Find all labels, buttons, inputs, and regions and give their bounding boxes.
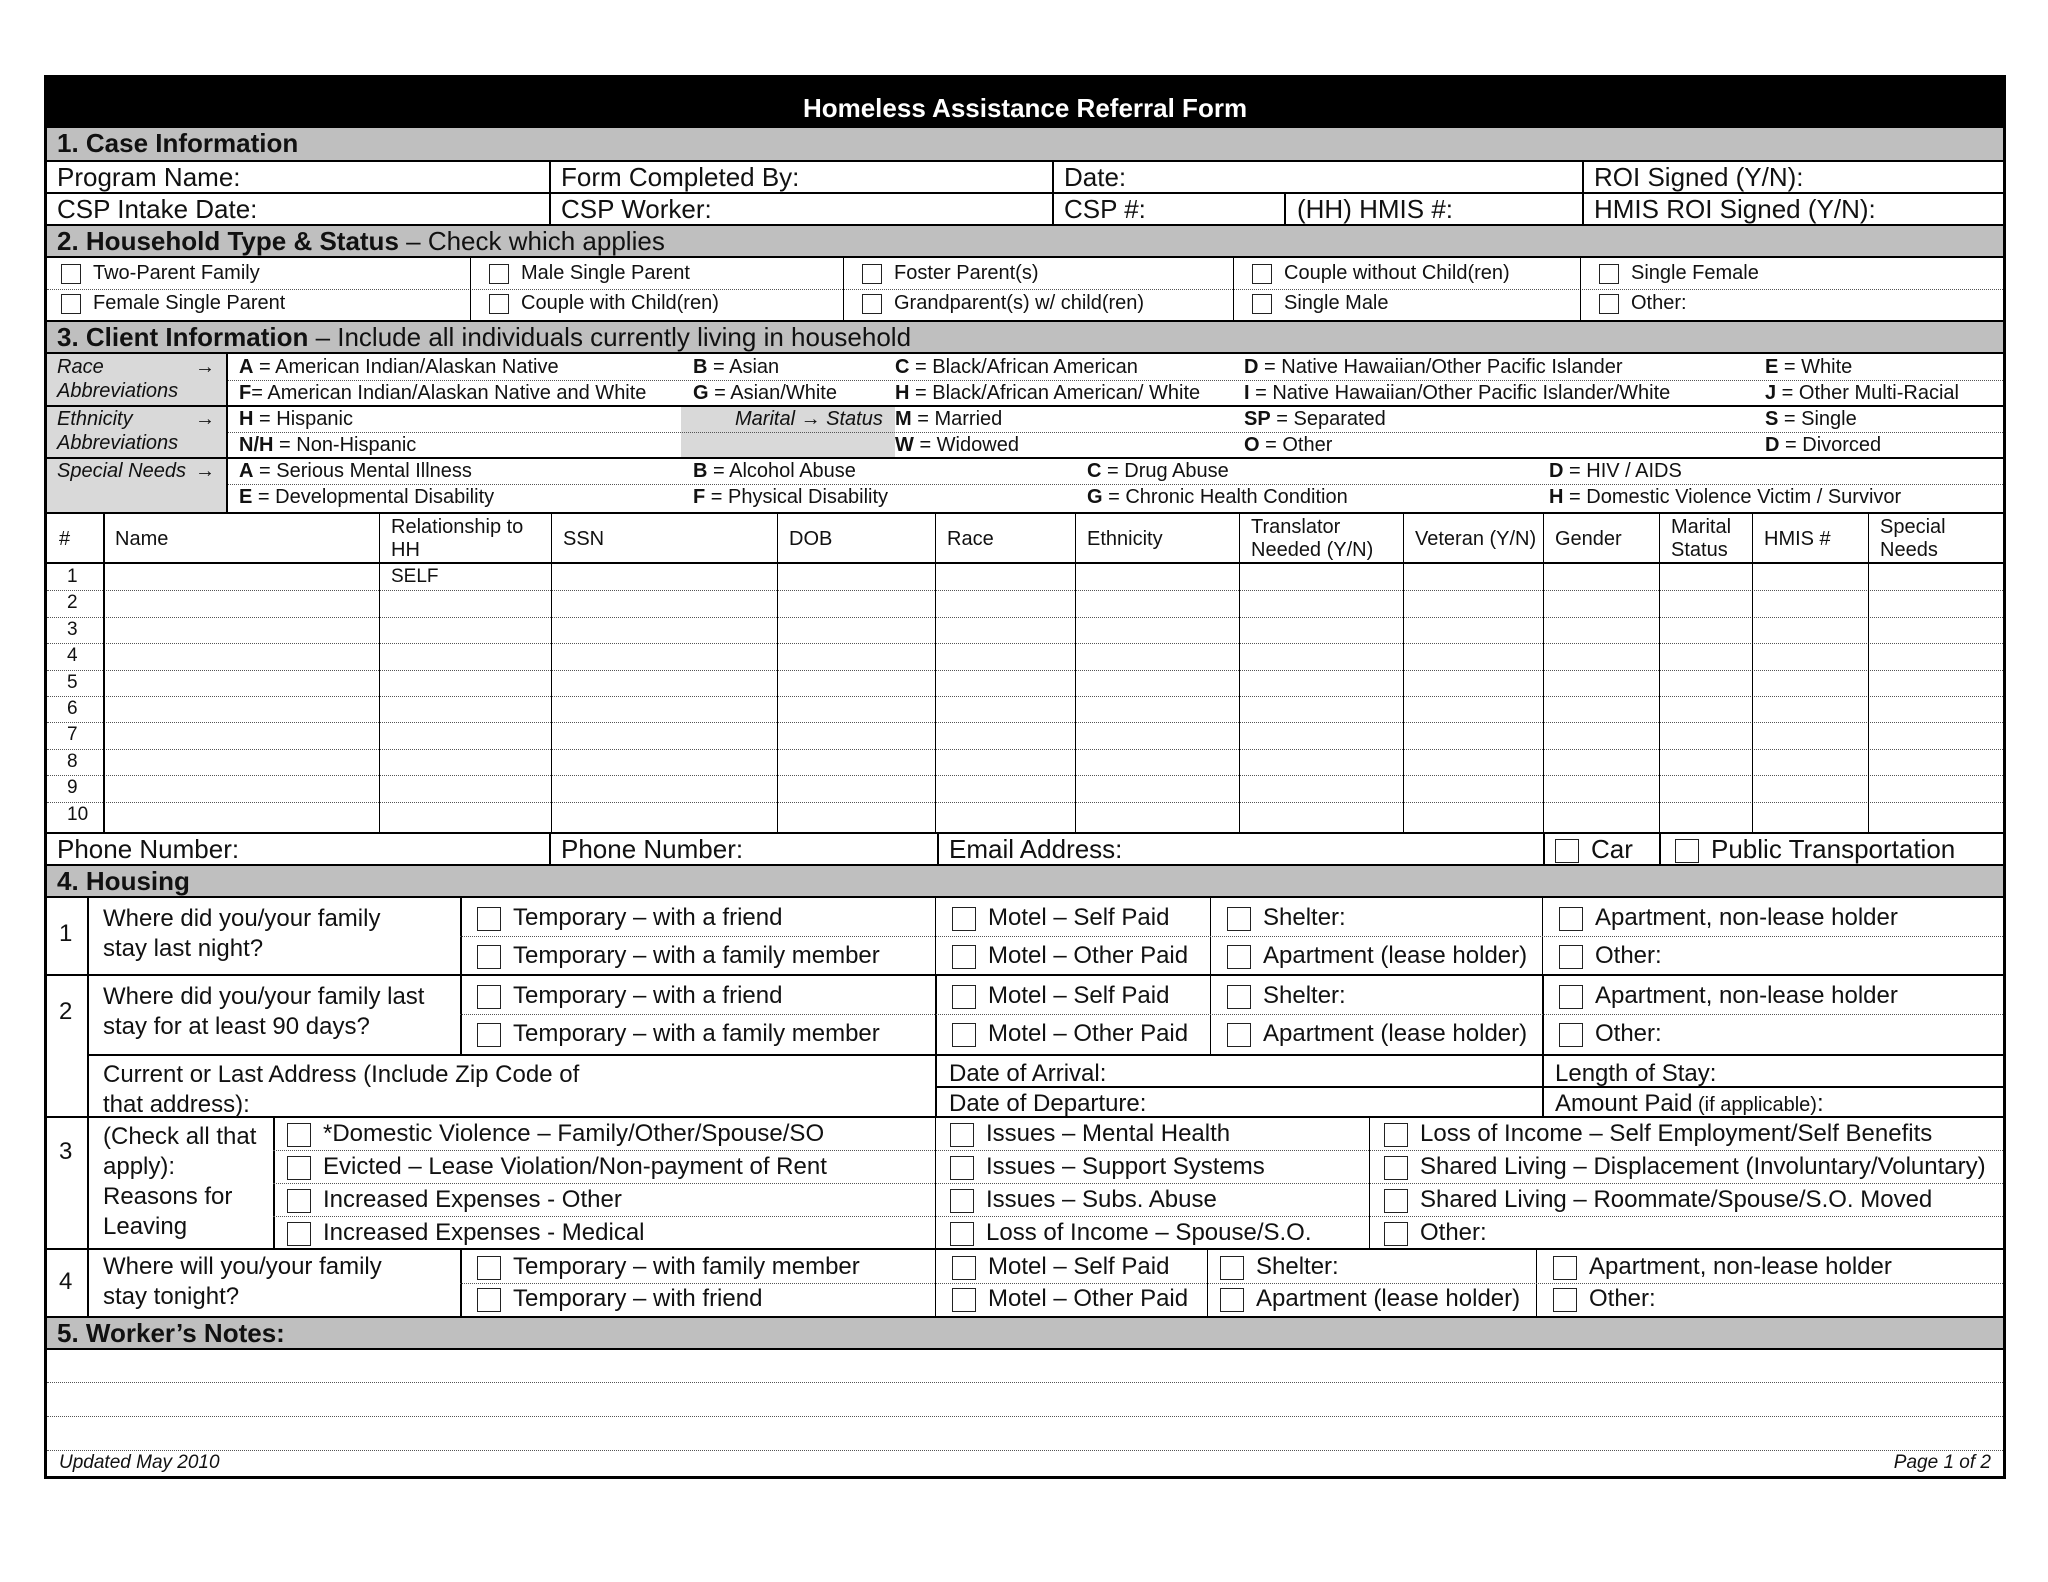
special-abbr-c: C = Drug Abuse bbox=[1087, 460, 1229, 482]
question-number: 2 bbox=[59, 998, 73, 1025]
checkbox[interactable] bbox=[952, 945, 976, 969]
table-row[interactable] bbox=[47, 775, 2003, 801]
divider bbox=[1659, 514, 1660, 834]
reason-option[interactable] bbox=[950, 1153, 1265, 1181]
column-header: Race bbox=[947, 527, 994, 550]
question-number: 1 bbox=[59, 920, 73, 947]
checkbox[interactable] bbox=[287, 1222, 311, 1246]
option-other[interactable]: Other: bbox=[1599, 292, 1687, 315]
checkbox[interactable] bbox=[477, 945, 501, 969]
page-number: Page 1 of 2 bbox=[1893, 1452, 1991, 1473]
marital-abbr-sp: SP = Separated bbox=[1244, 408, 1386, 430]
race-abbr-label: Race Abbreviations → bbox=[47, 354, 226, 406]
contact-row bbox=[47, 832, 2003, 864]
table-row[interactable] bbox=[47, 564, 2003, 590]
row-number: 2 bbox=[67, 592, 78, 614]
option-grandparents[interactable]: Grandparent(s) w/ child(ren) bbox=[862, 292, 1144, 315]
checkbox[interactable] bbox=[489, 294, 509, 314]
marital-abbr-label: Marital → Status bbox=[681, 406, 895, 458]
divider bbox=[935, 1086, 2003, 1088]
hh-hmis-field[interactable]: (HH) HMIS #: bbox=[1297, 194, 1453, 224]
date-of-arrival-field[interactable]: Date of Arrival: bbox=[949, 1060, 1107, 1087]
row-number: 4 bbox=[67, 645, 78, 667]
checkbox[interactable] bbox=[1384, 1123, 1408, 1147]
q1-apartment-lease[interactable]: Apartment (lease holder) bbox=[1227, 942, 1527, 970]
special-abbr-e: E = Developmental Disability bbox=[239, 486, 495, 508]
checkbox[interactable] bbox=[477, 907, 501, 931]
form-completed-by-field[interactable]: Form Completed By: bbox=[561, 162, 800, 192]
updated-date: Updated May 2010 bbox=[59, 1452, 220, 1473]
abbreviations-legend bbox=[47, 354, 2003, 512]
checkbox[interactable] bbox=[1675, 839, 1699, 863]
q4-other[interactable]: Other: bbox=[1553, 1285, 1656, 1313]
divider bbox=[226, 380, 2003, 381]
q1-temp-friend[interactable]: Temporary – with a friend bbox=[477, 904, 782, 932]
column-header: Name bbox=[115, 527, 169, 550]
divider bbox=[1052, 162, 1054, 224]
row-number: 10 bbox=[67, 803, 89, 825]
race-abbr-b: B = Asian bbox=[693, 356, 780, 378]
reason-label: Evicted – Lease Violation/Non-payment of Rent bbox=[323, 1153, 827, 1180]
reason-label: Issues – Support Systems bbox=[986, 1153, 1265, 1180]
checkbox[interactable] bbox=[489, 264, 509, 284]
checkbox[interactable] bbox=[287, 1123, 311, 1147]
marital-abbr-o: O = Other bbox=[1244, 434, 1333, 456]
checkbox[interactable] bbox=[952, 985, 976, 1009]
reason-label: Shared Living – Roommate/Spouse/S.O. Moved bbox=[1420, 1186, 1933, 1213]
marital-abbr-d: D = Divorced bbox=[1765, 434, 1882, 456]
checkbox[interactable] bbox=[1227, 945, 1251, 969]
q1-motel-self-paid[interactable]: Motel – Self Paid bbox=[952, 904, 1169, 932]
hmis-roi-signed-field[interactable]: HMIS ROI Signed (Y/N): bbox=[1594, 194, 1876, 224]
question-text: Where will you/your family stay tonight? bbox=[103, 1253, 382, 1310]
special-abbr-g: G = Chronic Health Condition bbox=[1087, 486, 1348, 508]
car-option[interactable]: Car bbox=[1555, 834, 1633, 864]
divider bbox=[87, 1118, 89, 1250]
divider bbox=[47, 617, 2003, 618]
checkbox[interactable] bbox=[1555, 839, 1579, 863]
option-couple-without-children[interactable]: Couple without Child(ren) bbox=[1252, 262, 1510, 285]
checkbox[interactable] bbox=[862, 264, 882, 284]
special-abbr-h: H = Domestic Violence Victim / Survivor bbox=[1549, 486, 1902, 508]
marital-abbr-m: M = Married bbox=[895, 408, 1003, 430]
checkbox[interactable] bbox=[862, 294, 882, 314]
reason-option[interactable] bbox=[1384, 1186, 1932, 1214]
column-header: SSN bbox=[563, 527, 605, 550]
divider bbox=[1239, 514, 1240, 834]
question-text: Where did you/your family stay last night? bbox=[103, 905, 381, 962]
q4-apartment-non-lease[interactable]: Apartment, non-lease holder bbox=[1553, 1253, 1892, 1281]
arrow-right-icon: → bbox=[195, 356, 215, 378]
q2-temp-family[interactable]: Temporary – with a family member bbox=[477, 1020, 880, 1048]
relationship-value: SELF bbox=[391, 566, 439, 587]
divider bbox=[460, 1283, 2003, 1284]
public-transportation-option[interactable]: Public Transportation bbox=[1675, 834, 1955, 864]
column-header: Special Needs bbox=[1880, 516, 1946, 561]
special-abbr-f: F = Physical Disability bbox=[693, 486, 889, 508]
reason-label: *Domestic Violence – Family/Other/Spouse/SO bbox=[323, 1120, 825, 1147]
divider bbox=[273, 1118, 275, 1250]
divider bbox=[935, 1118, 936, 1250]
race-abbr-d: D = Native Hawaiian/Other Pacific Islander bbox=[1244, 356, 1623, 378]
divider bbox=[1403, 514, 1404, 834]
email-address-field[interactable]: Email Address: bbox=[949, 834, 1123, 864]
divider bbox=[47, 749, 2003, 750]
race-abbr-j: J = Other Multi-Racial bbox=[1765, 382, 1959, 404]
option-single-female[interactable]: Single Female bbox=[1599, 262, 1759, 285]
housing-question-4 bbox=[47, 1250, 2003, 1316]
race-abbr-c: C = Black/African American bbox=[895, 356, 1138, 378]
column-header: Veteran (Y/N) bbox=[1415, 527, 1537, 550]
column-header: # bbox=[59, 527, 71, 550]
divider bbox=[935, 514, 936, 834]
column-header: Relationship to HH bbox=[391, 516, 524, 561]
table-row[interactable] bbox=[47, 696, 2003, 722]
checkbox[interactable] bbox=[1559, 907, 1583, 931]
reason-label: Issues – Mental Health bbox=[986, 1120, 1231, 1147]
reason-option[interactable] bbox=[287, 1186, 622, 1214]
checkbox[interactable] bbox=[61, 294, 81, 314]
q2-shelter[interactable]: Shelter: bbox=[1227, 982, 1346, 1010]
row-number: 5 bbox=[67, 671, 78, 693]
option-female-single-parent[interactable]: Female Single Parent bbox=[61, 292, 285, 315]
checkbox[interactable] bbox=[1553, 1288, 1577, 1312]
race-abbr-f: F= American Indian/Alaskan Native and White bbox=[239, 382, 647, 404]
race-abbr-h: H = Black/African American/ White bbox=[895, 382, 1201, 404]
checkbox[interactable] bbox=[952, 907, 976, 931]
divider bbox=[47, 775, 2003, 776]
q1-other[interactable]: Other: bbox=[1559, 942, 1662, 970]
row-number: 9 bbox=[67, 777, 78, 799]
checkbox[interactable] bbox=[1227, 1023, 1251, 1047]
row-number: 8 bbox=[67, 750, 78, 772]
reason-option[interactable] bbox=[1384, 1153, 1986, 1181]
arrow-right-icon: → bbox=[195, 460, 215, 482]
housing-question-3 bbox=[47, 1118, 2003, 1250]
row-number: 3 bbox=[67, 618, 78, 640]
date-of-departure-field[interactable]: Date of Departure: bbox=[949, 1090, 1147, 1117]
reason-label: Issues – Subs. Abuse bbox=[986, 1186, 1217, 1213]
divider bbox=[273, 1183, 2003, 1184]
checkbox[interactable] bbox=[1384, 1189, 1408, 1213]
checkbox[interactable] bbox=[1220, 1288, 1244, 1312]
arrow-right-icon: → bbox=[195, 408, 215, 430]
q2-temp-friend[interactable]: Temporary – with a friend bbox=[477, 982, 782, 1010]
divider bbox=[460, 936, 2003, 937]
race-abbr-i: I = Native Hawaiian/Other Pacific Islander/White bbox=[1244, 382, 1671, 404]
divider bbox=[273, 1150, 2003, 1151]
row-number: 7 bbox=[67, 724, 78, 746]
table-row[interactable] bbox=[47, 749, 2003, 775]
reason-option[interactable] bbox=[287, 1219, 645, 1247]
amount-paid-field[interactable]: Amount Paid (if applicable): bbox=[1555, 1090, 1824, 1117]
divider bbox=[103, 514, 105, 834]
notes-line bbox=[47, 1450, 2003, 1451]
program-name-field[interactable]: Program Name: bbox=[57, 162, 241, 192]
q2-apartment-lease[interactable]: Apartment (lease holder) bbox=[1227, 1020, 1527, 1048]
section5-header: 5. Worker’s Notes: bbox=[47, 1316, 2003, 1350]
q2-apartment-non-lease[interactable]: Apartment, non-lease holder bbox=[1559, 982, 1898, 1010]
reason-option[interactable] bbox=[287, 1153, 827, 1181]
column-header: DOB bbox=[789, 527, 833, 550]
column-header: Gender bbox=[1555, 527, 1622, 550]
row-number: 1 bbox=[67, 566, 78, 587]
divider bbox=[1582, 162, 1584, 224]
section3-header: 3. Client Information – Include all individuals currently living in household bbox=[47, 320, 2003, 354]
q1-shelter[interactable]: Shelter: bbox=[1227, 904, 1346, 932]
checkbox[interactable] bbox=[1384, 1156, 1408, 1180]
race-abbr-a: A = American Indian/Alaskan Native bbox=[239, 356, 559, 378]
divider bbox=[1210, 976, 1211, 1056]
checkbox[interactable] bbox=[1559, 1023, 1583, 1047]
household-members-table bbox=[47, 512, 2003, 832]
table-grid bbox=[47, 514, 2003, 832]
checkbox[interactable] bbox=[1559, 985, 1583, 1009]
checkbox[interactable] bbox=[1252, 294, 1272, 314]
divider bbox=[87, 1250, 89, 1316]
checkbox[interactable] bbox=[477, 985, 501, 1009]
table-row[interactable] bbox=[47, 617, 2003, 643]
divider bbox=[551, 514, 552, 834]
option-single-male[interactable]: Single Male bbox=[1252, 292, 1389, 315]
divider bbox=[1543, 834, 1545, 866]
question-number: 3 bbox=[59, 1138, 73, 1165]
column-header: HMIS # bbox=[1764, 527, 1831, 550]
phone-number-2-field[interactable]: Phone Number: bbox=[561, 834, 744, 864]
special-needs-abbr-label: Special Needs → bbox=[47, 458, 226, 512]
referral-form bbox=[44, 75, 2006, 1479]
divider bbox=[549, 834, 551, 866]
reason-label: Increased Expenses - Medical bbox=[323, 1219, 645, 1246]
checkbox[interactable] bbox=[950, 1123, 974, 1147]
special-abbr-b: B = Alcohol Abuse bbox=[693, 460, 856, 482]
divider bbox=[47, 405, 2003, 407]
row-number: 6 bbox=[67, 698, 78, 719]
column-header: Translator Needed (Y/N) bbox=[1251, 516, 1374, 561]
reason-option[interactable] bbox=[1384, 1219, 1487, 1247]
divider bbox=[379, 514, 380, 834]
case-info-grid bbox=[47, 162, 2003, 224]
divider bbox=[1659, 834, 1661, 866]
household-type-grid bbox=[47, 258, 2003, 320]
checkbox[interactable] bbox=[477, 1288, 501, 1312]
checkbox[interactable] bbox=[287, 1189, 311, 1213]
option-male-single-parent[interactable]: Male Single Parent bbox=[489, 262, 690, 285]
reason-label: Loss of Income – Self Employment/Self Benefits bbox=[1420, 1120, 1933, 1147]
checkbox[interactable] bbox=[477, 1023, 501, 1047]
checkbox[interactable] bbox=[952, 1023, 976, 1047]
divider bbox=[226, 354, 228, 512]
table-row[interactable] bbox=[47, 670, 2003, 696]
csp-worker-field[interactable]: CSP Worker: bbox=[561, 194, 712, 224]
divider bbox=[843, 258, 844, 320]
divider bbox=[226, 432, 2003, 433]
divider bbox=[460, 898, 462, 976]
housing-question-2 bbox=[47, 976, 2003, 1118]
divider bbox=[937, 834, 939, 866]
reason-option[interactable] bbox=[950, 1186, 1217, 1214]
option-foster-parents[interactable]: Foster Parent(s) bbox=[862, 262, 1038, 285]
table-row[interactable] bbox=[47, 590, 2003, 616]
housing-question-1 bbox=[47, 898, 2003, 976]
divider bbox=[47, 696, 2003, 697]
checkbox[interactable] bbox=[1220, 1256, 1244, 1280]
question-text: (Check all that apply): Reasons for Leaving bbox=[103, 1123, 257, 1240]
divider bbox=[47, 643, 2003, 644]
divider bbox=[935, 976, 937, 1118]
checkbox[interactable] bbox=[1599, 294, 1619, 314]
checkbox[interactable] bbox=[1384, 1222, 1408, 1246]
roi-signed-field[interactable]: ROI Signed (Y/N): bbox=[1594, 162, 1804, 192]
ethnicity-abbr-h: H = Hispanic bbox=[239, 408, 353, 430]
q4-motel-other-paid[interactable]: Motel – Other Paid bbox=[952, 1285, 1188, 1313]
q4-motel-self-paid[interactable]: Motel – Self Paid bbox=[952, 1253, 1169, 1281]
q2-other[interactable]: Other: bbox=[1559, 1020, 1662, 1048]
ethnicity-abbr-label: Ethnicity Abbreviations → bbox=[47, 406, 226, 458]
divider bbox=[935, 898, 936, 976]
option-couple-with-children[interactable]: Couple with Child(ren) bbox=[489, 292, 719, 315]
q1-apartment-non-lease[interactable]: Apartment, non-lease holder bbox=[1559, 904, 1898, 932]
divider bbox=[470, 258, 471, 320]
divider bbox=[273, 1216, 2003, 1217]
checkbox[interactable] bbox=[952, 1288, 976, 1312]
csp-intake-date-field[interactable]: CSP Intake Date: bbox=[57, 194, 258, 224]
reason-label: Loss of Income – Spouse/S.O. bbox=[986, 1219, 1312, 1246]
race-abbr-g: G = Asian/White bbox=[693, 382, 837, 404]
divider bbox=[47, 722, 2003, 723]
checkbox[interactable] bbox=[477, 1256, 501, 1280]
section2-header: 2. Household Type & Status – Check which applies bbox=[47, 224, 2003, 258]
q2-motel-self-paid[interactable]: Motel – Self Paid bbox=[952, 982, 1169, 1010]
divider bbox=[1580, 258, 1581, 320]
table-row[interactable] bbox=[47, 643, 2003, 669]
section1-header: 1. Case Information bbox=[47, 126, 2003, 162]
divider bbox=[1542, 976, 1544, 1118]
divider bbox=[1233, 258, 1234, 320]
q1-temp-family[interactable]: Temporary – with a family member bbox=[477, 942, 880, 970]
reason-option[interactable] bbox=[1384, 1120, 1932, 1148]
divider bbox=[1369, 1118, 1370, 1250]
q4-temp-family[interactable]: Temporary – with family member bbox=[477, 1253, 860, 1281]
checkbox[interactable] bbox=[950, 1189, 974, 1213]
current-address-field[interactable]: Current or Last Address (Include Zip Code of that address): bbox=[103, 1061, 580, 1118]
divider bbox=[47, 192, 2003, 194]
q2-motel-other-paid[interactable]: Motel – Other Paid bbox=[952, 1020, 1188, 1048]
divider bbox=[1284, 194, 1286, 224]
table-row[interactable] bbox=[47, 722, 2003, 748]
form-title: Homeless Assistance Referral Form bbox=[47, 78, 2003, 126]
table-row[interactable] bbox=[47, 802, 2003, 828]
notes-line bbox=[47, 1382, 2003, 1383]
checkbox[interactable] bbox=[61, 264, 81, 284]
date-field[interactable]: Date: bbox=[1064, 162, 1127, 192]
reason-option[interactable] bbox=[950, 1219, 1312, 1247]
reason-label: Increased Expenses - Other bbox=[323, 1186, 622, 1213]
divider bbox=[47, 670, 2003, 671]
checkbox[interactable] bbox=[1252, 264, 1272, 284]
checkbox[interactable] bbox=[950, 1156, 974, 1180]
checkbox[interactable] bbox=[950, 1222, 974, 1246]
question-number: 4 bbox=[59, 1268, 73, 1295]
checkbox[interactable] bbox=[1559, 945, 1583, 969]
reason-option[interactable] bbox=[950, 1120, 1230, 1148]
divider bbox=[87, 976, 89, 1118]
divider bbox=[47, 457, 2003, 459]
divider bbox=[1075, 514, 1076, 834]
q1-motel-other-paid[interactable]: Motel – Other Paid bbox=[952, 942, 1188, 970]
marital-abbr-w: W = Widowed bbox=[895, 434, 1019, 456]
divider bbox=[1868, 514, 1869, 834]
divider bbox=[47, 802, 2003, 803]
phone-number-1-field[interactable]: Phone Number: bbox=[57, 834, 240, 864]
special-abbr-d: D = HIV / AIDS bbox=[1549, 460, 1682, 482]
workers-notes-area[interactable] bbox=[47, 1350, 2003, 1476]
q4-apartment-lease[interactable]: Apartment (lease holder) bbox=[1220, 1285, 1520, 1313]
length-of-stay-field[interactable]: Length of Stay: bbox=[1555, 1060, 1717, 1087]
question-text: Where did you/your family last stay for at least 90 days? bbox=[103, 983, 425, 1040]
reason-label: Other: bbox=[1420, 1219, 1487, 1246]
divider bbox=[1543, 514, 1544, 834]
divider bbox=[1542, 898, 1543, 976]
divider bbox=[47, 289, 2003, 290]
divider bbox=[1210, 898, 1211, 976]
divider bbox=[87, 898, 89, 976]
divider bbox=[460, 976, 462, 1056]
csp-number-field[interactable]: CSP #: bbox=[1064, 194, 1146, 224]
special-abbr-a: A = Serious Mental Illness bbox=[239, 460, 472, 482]
column-header: Marital Status bbox=[1671, 516, 1732, 561]
checkbox[interactable] bbox=[287, 1156, 311, 1180]
race-abbr-e: E = White bbox=[1765, 356, 1853, 378]
ethnicity-abbr-nh: N/H = Non-Hispanic bbox=[239, 434, 417, 456]
option-two-parent-family[interactable]: Two-Parent Family bbox=[61, 262, 260, 285]
notes-line bbox=[47, 1416, 2003, 1417]
checkbox[interactable] bbox=[1599, 264, 1619, 284]
divider bbox=[87, 1054, 2003, 1056]
reason-label: Shared Living – Displacement (Involuntary/Voluntary) bbox=[1420, 1153, 1986, 1180]
divider bbox=[460, 1014, 2003, 1015]
checkbox[interactable] bbox=[952, 1256, 976, 1280]
divider bbox=[549, 162, 551, 224]
q4-shelter[interactable]: Shelter: bbox=[1220, 1253, 1339, 1281]
marital-abbr-s: S = Single bbox=[1765, 408, 1857, 430]
checkbox[interactable] bbox=[1227, 985, 1251, 1009]
divider bbox=[226, 484, 2003, 485]
reason-option[interactable] bbox=[287, 1120, 824, 1148]
section4-header: 4. Housing bbox=[47, 864, 2003, 898]
divider bbox=[1752, 514, 1753, 834]
checkbox[interactable] bbox=[1553, 1256, 1577, 1280]
checkbox[interactable] bbox=[1227, 907, 1251, 931]
divider bbox=[777, 514, 778, 834]
q4-temp-friend[interactable]: Temporary – with friend bbox=[477, 1285, 762, 1313]
divider bbox=[47, 590, 2003, 591]
column-header: Ethnicity bbox=[1087, 527, 1163, 550]
